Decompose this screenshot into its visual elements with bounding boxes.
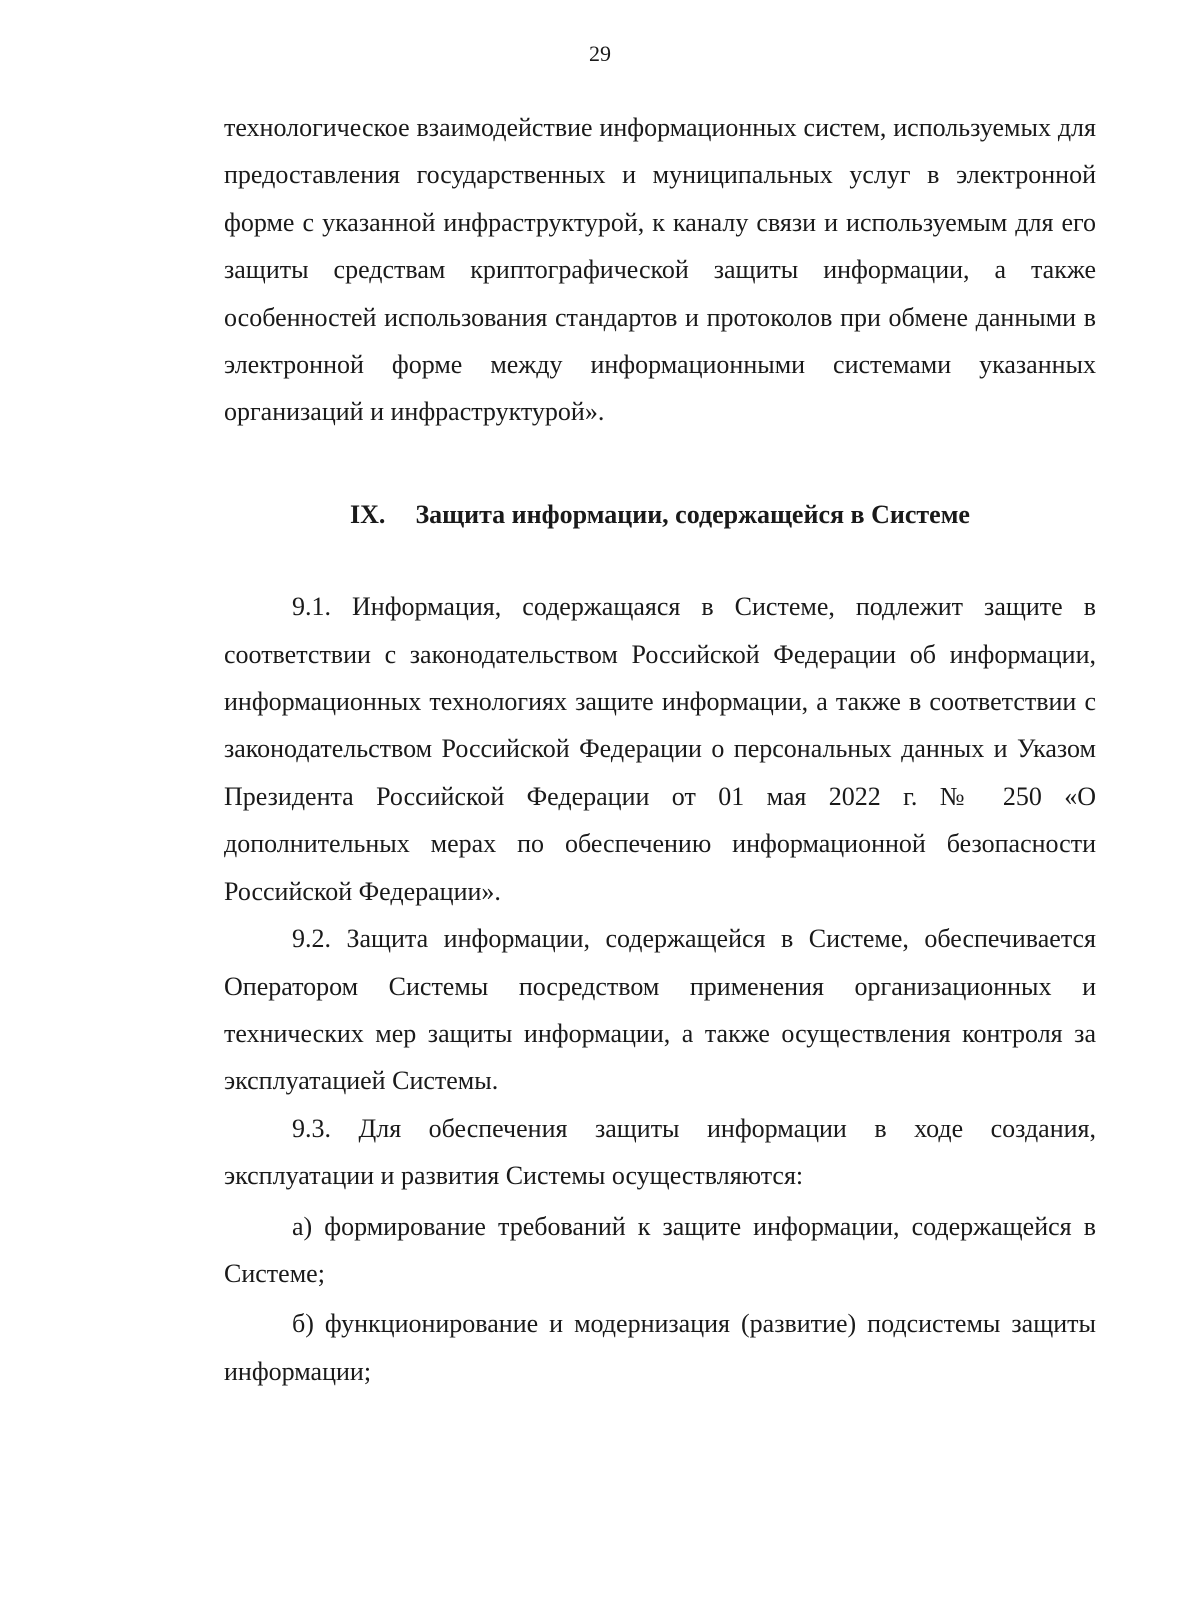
section-heading bbox=[224, 491, 1096, 538]
paragraph-9-3: 9.3. Для обеспечения защиты информации в ходе создания, эксплуатации и развития Системы осуществляются: bbox=[224, 1113, 1096, 1191]
paragraph-9-2: 9.2. Защита информации, содержащейся в Системе, обеспечивается Оператором Системы посредством применения организационных и технических мер защиты информации, а также осуществления контроля за эксплуатацией Системы. bbox=[224, 924, 1096, 1096]
list-item-a: а) формирование требований к защите информации, содержащейся в Системе; bbox=[224, 1211, 1096, 1288]
page-number: 29 bbox=[589, 41, 611, 66]
list-item-b: б) функционирование и модернизация (развитие) подсистемы защиты информации; bbox=[224, 1309, 1096, 1386]
document-body bbox=[224, 104, 1096, 1395]
section-title: Защита информации, содержащейся в Системе bbox=[415, 499, 970, 529]
intro-paragraph: технологическое взаимодействие информационных систем, используемых для предоставления государственных и муниципальных услуг в электронной форме с указанной инфраструктурой, к каналу связи и используемым для его защиты средствам криптографической защиты информации, а также особенностей использования стандартов и протоколов при обмене данными в электронной форме между информационными системами указанных организаций и инфраструктурой». bbox=[224, 113, 1096, 427]
paragraph-9-1: 9.1. Информация, содержащаяся в Системе, подлежит защите в соответствии с законодательством Российской Федерации об информации, информационных технологиях защите информации, а также в соответствии с законодательством Российской Федерации о персональных данных и Указом Президента Российской Федерации от 01 мая 2022 г. № 250 «О дополнительных мерах по обеспечению информационной безопасности Российской Федерации». bbox=[224, 592, 1096, 906]
section-number: IX. bbox=[350, 499, 386, 529]
